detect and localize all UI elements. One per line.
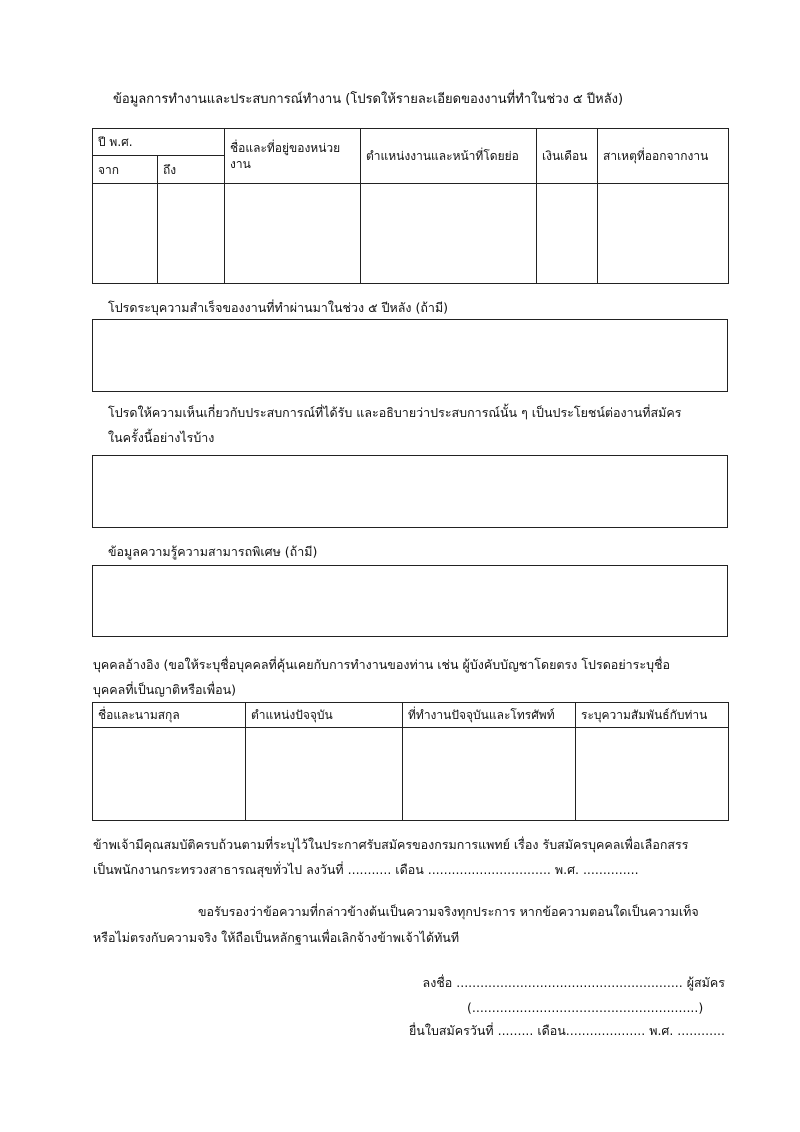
declaration-line1: ข้าพเจ้ามีคุณสมบัติครบถ้วนตามที่ระบุไว้ในประกาศรับสมัครของกรมการแพทย์ เรื่อง รับสมัครบุคคลเพื่อเลือกสรร <box>93 837 689 852</box>
header-from: จาก <box>93 156 158 184</box>
work-history-table <box>92 128 729 284</box>
declaration-line2: เป็นพนักงานกระทรวงสาธารณสุขทั่วไป ลงวันที่ ........... เดือน ............................... พ.ศ. .............. <box>93 862 639 877</box>
certify-line2: หรือไม่ตรงกับความจริง ให้ถือเป็นหลักฐานเพื่อเลิกจ้างข้าพเจ้าได้ทันที <box>93 930 460 945</box>
achievements-box[interactable] <box>92 319 728 392</box>
header-position: ตำแหน่งงานและหน้าที่โดยย่อ <box>361 129 537 184</box>
ref-cell-relationship[interactable] <box>576 728 729 821</box>
experience-opinion-line2: ในครั้งนี้อย่างไรบ้าง <box>108 430 215 445</box>
cell-position[interactable] <box>361 184 537 284</box>
ref-header-name: ชื่อและนามสกุล <box>93 703 246 728</box>
ref-cell-name[interactable] <box>93 728 246 821</box>
header-reason: สาเหตุที่ออกจากงาน <box>598 129 729 184</box>
references-table <box>92 702 729 821</box>
achievements-label: โปรดระบุความสำเร็จของงานที่ทำผ่านมาในช่วง ๕ ปีหลัง (ถ้ามี) <box>108 300 449 315</box>
experience-opinion-box[interactable] <box>92 455 728 528</box>
ref-header-relationship: ระบุความสัมพันธ์กับท่าน <box>576 703 729 728</box>
references-line2: บุคคลที่เป็นญาติหรือเพื่อน) <box>93 682 236 697</box>
cell-employer[interactable] <box>225 184 361 284</box>
special-skills-box[interactable] <box>92 565 728 637</box>
references-line1: บุคคลอ้างอิง (ขอให้ระบุชื่อบุคคลที่คุ้นเคยกับการทำงานของท่าน เช่น ผู้บังคับบัญชาโดยตรง โปรดอย่าระบุชื่อ <box>93 657 671 672</box>
ref-header-position: ตำแหน่งปัจจุบัน <box>246 703 403 728</box>
header-salary: เงินเดือน <box>537 129 598 184</box>
work-experience-heading: ข้อมูลการทำงานและประสบการณ์ทำงาน (โปรดให้รายละเอียดของงานที่ทำในช่วง ๕ ปีหลัง) <box>113 92 624 107</box>
certify-line1: ขอรับรองว่าข้อความที่กล่าวข้างต้นเป็นความจริงทุกประการ หากข้อความตอนใดเป็นความเท็จ <box>198 904 699 919</box>
special-skills-label: ข้อมูลความรู้ความสามารถพิเศษ (ถ้ามี) <box>108 544 318 559</box>
printed-name-line: (.........................................................) <box>467 1000 704 1015</box>
cell-from[interactable] <box>93 184 158 284</box>
header-employer: ชื่อและที่อยู่ของหน่วยงาน <box>225 129 361 184</box>
experience-opinion-line1: โปรดให้ความเห็นเกี่ยวกับประสบการณ์ที่ได้รับ และอธิบายว่าประสบการณ์นั้น ๆ เป็นประโยชน์ต่องานที่สมัคร <box>108 405 682 420</box>
ref-header-workplace: ที่ทำงานปัจจุบันและโทรศัพท์ <box>403 703 576 728</box>
cell-salary[interactable] <box>537 184 598 284</box>
header-year: ปี พ.ศ. <box>93 129 225 156</box>
ref-cell-position[interactable] <box>246 728 403 821</box>
cell-reason[interactable] <box>598 184 729 284</box>
cell-to[interactable] <box>158 184 225 284</box>
submission-date-line: ยื่นใบสมัครวันที่ ......... เดือน.................... พ.ศ. ............ <box>408 1023 725 1038</box>
signature-line: ลงชื่อ ......................................................... ผู้สมัคร <box>422 975 725 990</box>
header-to: ถึง <box>158 156 225 184</box>
ref-cell-workplace[interactable] <box>403 728 576 821</box>
